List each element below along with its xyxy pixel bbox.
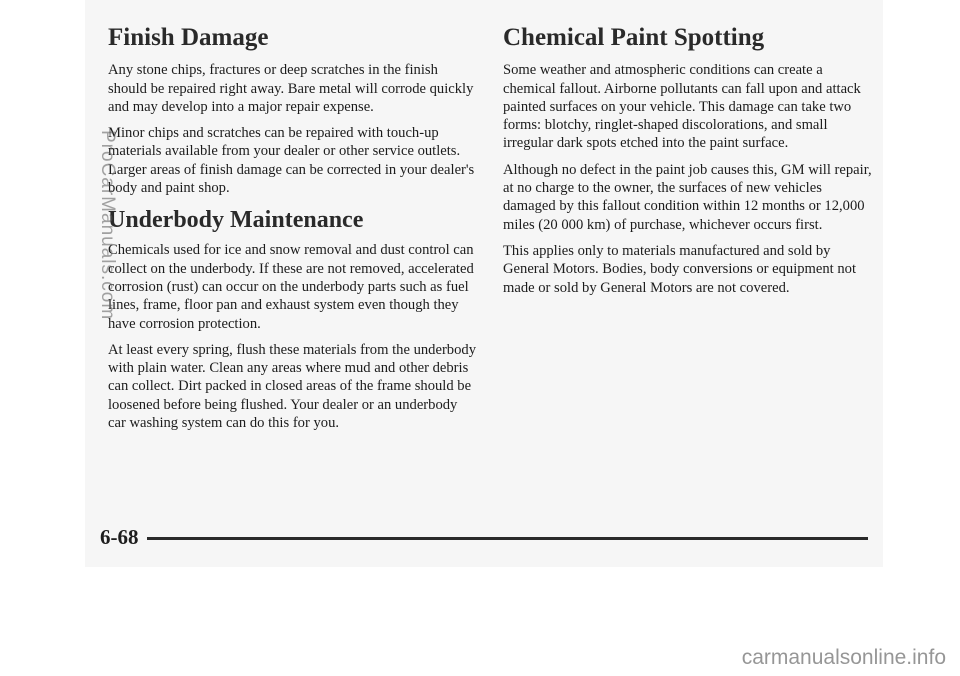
finish-damage-heading: Finish Damage [108, 24, 269, 51]
paint-spotting-paragraph-1: Some weather and atmospheric conditions can create a chemical fallout. Airborne pollutants can fall upon and attack painted surfaces on your vehicle. This damage can take two forms: blotchy, ringlet-shaped discolorations, and small irregular dark spots etched into the paint surface. [503, 62, 861, 152]
footer-rule [147, 537, 869, 540]
page-footer [100, 522, 868, 552]
bottom-watermark: carmanualsonline.info [741, 646, 946, 669]
paint-spotting-paragraph-2: Although no defect in the paint job causes this, GM will repair, at no charge to the owner, the surfaces of new vehicles damaged by this fallout condition within 12 months or 12,000 miles (20 000 km) of purchase, whichever occurs first. [503, 161, 872, 233]
underbody-maintenance-heading: Underbody Maintenance [108, 207, 364, 234]
page-number: 6-68 [100, 524, 139, 549]
underbody-paragraph-1: Chemicals used for ice and snow removal and dust control can collect on the underbody. If these are not removed, accelerated corrosion (rust) can occur on the underbody parts such as fuel lines, frame, floor pan and exhaust system even though they have corrosion protection. [108, 242, 474, 332]
finish-damage-paragraph-2: Minor chips and scratches can be repaired with touch-up materials available from your dealer or other service outlets. Larger areas of finish damage can be corrected in your dealer's body and paint shop. [108, 125, 475, 197]
chemical-paint-spotting-heading: Chemical Paint Spotting [503, 24, 765, 51]
finish-damage-paragraph-1: Any stone chips, fractures or deep scratches in the finish should be repaired right away. Bare metal will corrode quickly and may develop into a major repair expense. [108, 62, 474, 115]
right-column [503, 22, 875, 305]
underbody-paragraph-2: At least every spring, flush these materials from the underbody with plain water. Clean any areas where mud and other debris can collect. Dirt packed in closed areas of the frame should be loosened before being flushed. Your dealer or an underbody car washing system can do this for you. [108, 341, 476, 431]
left-column [108, 22, 476, 440]
side-watermark: ProCarManuals.com [97, 130, 118, 321]
paint-spotting-paragraph-3: This applies only to materials manufactured and sold by General Motors. Bodies, body conversions or equipment not made or sold by General Motors are not covered. [503, 242, 857, 296]
